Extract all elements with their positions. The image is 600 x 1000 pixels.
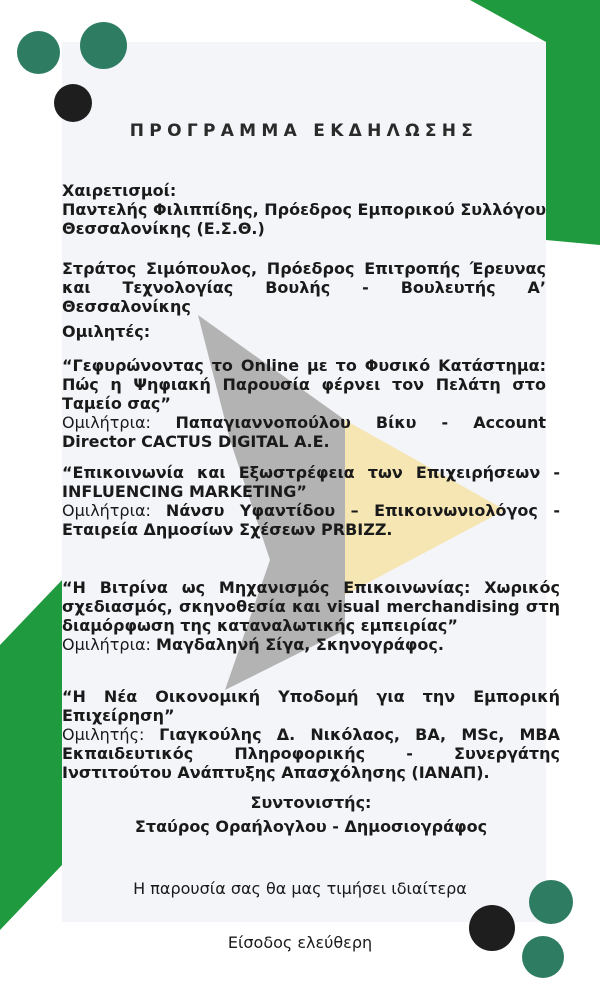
greetings-section xyxy=(62,181,546,238)
talk-title: “Γεφυρώνοντας το Online με το Φυσικό Κατάστημα: Πώς η Ψηφιακή Παρουσία φέρνει τον Πελάτη στο Ταμείο σας” xyxy=(62,356,546,413)
speakers-heading: Ομιλητές: xyxy=(62,322,151,341)
speaker-role-label: Ομιλήτρια: xyxy=(62,635,151,654)
greetings-heading: Χαιρετισμοί: xyxy=(62,181,177,200)
honor-text: Η παρουσία σας θα μας τιμήσει ιδιαίτερα xyxy=(133,879,467,898)
greetings-section-2 xyxy=(62,259,546,316)
speaker-name: Γιαγκούλης Δ. Νικόλαος, BA, MSc, MBA Εκπαιδευτικός Πληροφορικής - Συνεργάτης Ινστιτούτου Ανάπτυξης Απασχόλησης (ΙΑΝΑΠ). xyxy=(62,725,560,782)
entry-text: Είσοδος ελεύθερη xyxy=(227,933,373,952)
speaker-item xyxy=(62,463,560,539)
speaker-item xyxy=(62,687,560,782)
speaker-name: Μαγδαληνή Σίγα, Σκηνογράφος. xyxy=(156,635,444,654)
speakers-heading-wrap xyxy=(62,322,546,341)
moderator-name: Σταύρος Οραήλογλου - Δημοσιογράφος xyxy=(134,817,488,836)
greeting-item: Παντελής Φιλιππίδης, Πρόεδρος Εμπορικού Συλλόγου Θεσσαλονίκης (Ε.Σ.Θ.) xyxy=(62,200,546,238)
teal-circle-icon xyxy=(80,22,127,69)
speaker-role-label: Ομιλητής: xyxy=(62,725,145,744)
speaker-item xyxy=(62,356,546,451)
speaker-role-label: Ομιλήτρια: xyxy=(62,413,151,432)
speaker-name: Παπαγιαννοπούλου Βίκυ - Account Director CACTUS DIGITAL Α.Ε. xyxy=(62,413,547,451)
speaker-role-label: Ομιλήτρια: xyxy=(62,501,151,520)
page-title: ΠΡΟΓΡΑΜΜΑ ΕΚΔΗΛΩΣΗΣ xyxy=(129,121,479,141)
dark-circle-icon xyxy=(54,84,92,122)
moderator-heading: Συντονιστής: xyxy=(250,793,372,812)
talk-title: “Η Νέα Οικονομική Υποδομή για την Εμπορική Επιχείρηση” xyxy=(62,687,560,725)
talk-title: “Επικοινωνία και Εξωστρέφεια των Επιχειρήσεων - INFLUENCING MARKETING” xyxy=(62,463,560,501)
talk-title: “Η Βιτρίνα ως Μηχανισμός Επικοινωνίας: Χωρικός σχεδιασμός, σκηνοθεσία και visual merchandising στη διαμόρφωση της καταναλωτικής εμπειρίας” xyxy=(62,578,560,635)
moderator-section xyxy=(62,791,560,839)
speaker-name: Νάνσυ Υφαντίδου – Επικοινωνιολόγος - Εταιρεία Δημοσίων Σχέσεων PRBIZZ. xyxy=(62,501,561,539)
speaker-item xyxy=(62,578,560,654)
greeting-item: Στράτος Σιμόπουλος, Πρόεδρος Επιτροπής Έρευνας και Τεχνολογίας Βουλής - Βουλευτής Α’ Θεσσαλονίκης xyxy=(62,259,546,316)
teal-circle-icon xyxy=(17,31,60,74)
